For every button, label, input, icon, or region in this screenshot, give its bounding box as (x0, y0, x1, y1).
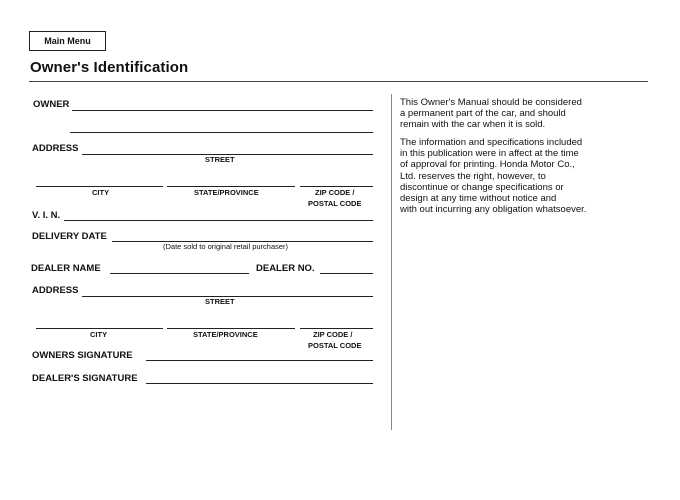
dealer-name-line[interactable] (110, 273, 249, 274)
vin-label: V. I. N. (32, 210, 61, 221)
dealer-address-city-line[interactable] (36, 328, 163, 329)
zip-caption-2: ZIP CODE / (313, 330, 353, 339)
address-label: ADDRESS (32, 143, 79, 154)
main-menu-button[interactable]: Main Menu (29, 31, 106, 51)
owner-line-2[interactable] (70, 132, 373, 133)
delivery-date-label: DELIVERY DATE (32, 231, 107, 242)
street-caption: STREET (205, 155, 235, 164)
title-divider (29, 81, 648, 82)
dealer-address-state-line[interactable] (167, 328, 295, 329)
dealer-address-zip-line[interactable] (300, 328, 373, 329)
dealer-name-label: DEALER NAME (31, 263, 101, 274)
page-title: Owner's Identification (30, 59, 189, 76)
manual-notice-paragraph: This Owner's Manual should be considered a permanent part of the car, and should remain with the car when it is sold. (400, 97, 582, 131)
column-divider (391, 94, 392, 430)
dealer-address-label: ADDRESS (32, 285, 79, 296)
owners-signature-label: OWNERS SIGNATURE (32, 350, 133, 361)
delivery-date-note: (Date sold to original retail purchaser) (163, 242, 289, 251)
vin-line[interactable] (64, 220, 373, 221)
city-caption-2: CITY (90, 330, 108, 339)
address-state-line[interactable] (167, 186, 295, 187)
dealer-no-line[interactable] (320, 273, 373, 274)
dealers-signature-label: DEALER'S SIGNATURE (32, 373, 138, 384)
postal-code-caption-2: POSTAL CODE (308, 341, 362, 350)
postal-code-caption: POSTAL CODE (308, 199, 362, 208)
owner-line[interactable] (72, 110, 373, 111)
state-caption: STATE/PROVINCE (194, 188, 259, 197)
dealers-signature-line[interactable] (146, 383, 373, 384)
city-caption: CITY (92, 188, 110, 197)
address-zip-line[interactable] (300, 186, 373, 187)
street-caption-2: STREET (205, 297, 235, 306)
owners-signature-line[interactable] (146, 360, 373, 361)
specifications-disclaimer-paragraph: The information and specifications included in this publication were in affect at the time of approval for printing. Honda Motor Co., Ltd. reserves the right, however, to discontinue or change specifications or design at any time without notice and with out incurring any obligation whatsoever. (400, 137, 587, 216)
address-city-line[interactable] (36, 186, 163, 187)
state-caption-2: STATE/PROVINCE (193, 330, 258, 339)
owner-label: OWNER (33, 99, 70, 110)
dealer-no-label: DEALER NO. (256, 263, 315, 274)
zip-caption: ZIP CODE / (315, 188, 355, 197)
